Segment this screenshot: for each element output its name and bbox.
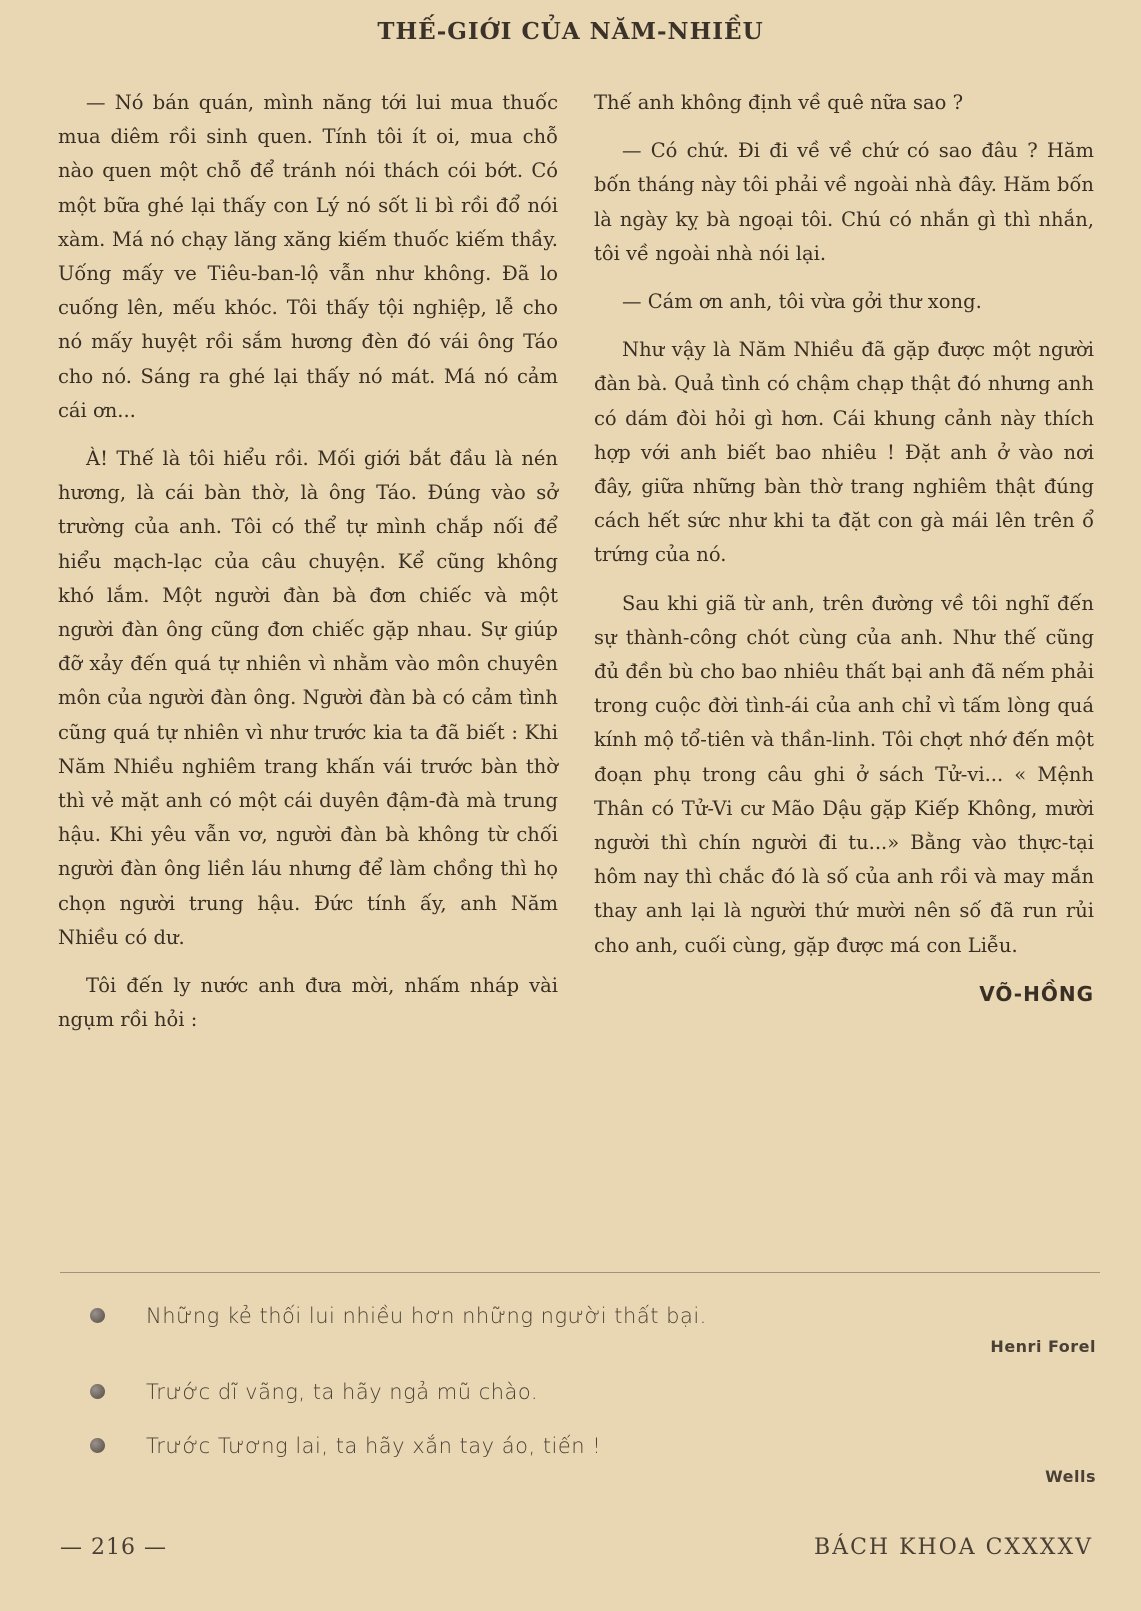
quote <box>86 1376 1096 1408</box>
bullet-icon <box>90 1438 105 1453</box>
bullet-icon <box>90 1308 105 1323</box>
quote-text: Những kẻ thối lui nhiều hơn những người thất bại. <box>146 1304 707 1328</box>
paragraph: — Có chứ. Đi đi về về chứ có sao đâu ? Hăm bốn tháng này tôi phải về ngoài nhà đây. Hăm bốn là ngày kỵ bà ngoại tôi. Chú có nhắn gì thì nhắn, tôi về ngoài nhà nói lại. <box>594 139 1094 265</box>
quote-text: Trước Tương lai, ta hãy xắn tay áo, tiến ! <box>146 1434 602 1458</box>
page-number: — 216 — <box>60 1535 167 1560</box>
paragraph: Sau khi giã từ anh, trên đường về tôi nghĩ đến sự thành-công chót cùng của anh. Như thế cũng đủ đền bù cho bao nhiêu thất bại anh đã nếm phải trong cuộc đời tình-ái của anh chỉ vì tấm lòng quá kính mộ tổ-tiên và thần-linh. Tôi chợt nhớ đến một đoạn phụ trong câu ghi ở sách Tử-vi... « Mệnh Thân có Tử-Vi cư Mão Dậu gặp Kiếp Không, mười người thì chín người đi tu...» Bằng vào thực-tại hôm nay thì chắc đó là số của anh rồi và may mắn thay anh lại là người thứ mười nên số đã run rủi cho anh, cuối cùng, gặp được má con Liễu. <box>594 591 1094 957</box>
left-column <box>58 86 558 1051</box>
quotes-section <box>86 1300 1096 1492</box>
paragraph: — Nó bán quán, mình năng tới lui mua thuốc mua diêm rồi sinh quen. Tính tôi ít oi, mua chỗ nào quen một chỗ để tránh nói thách cói bớt. Có một bữa ghé lại thấy con Lý nó sốt li bì rồi đổ nói xàm. Má nó chạy lăng xăng kiếm thuốc kiếm thầy. Uống mấy ve Tiêu-ban-lộ vẫn như không. Đã lo cuống lên, mếu khóc. Tôi thấy tội nghiệp, lễ cho nó mấy huyệt rồi sắm hương đèn đó vái ông Táo cho nó. Sáng ra ghé lại thấy nó mát. Má nó cảm cái ơn... <box>58 91 558 422</box>
quote-author: Henri Forel <box>990 1337 1096 1356</box>
right-column <box>594 86 1094 1011</box>
quote <box>86 1430 1096 1462</box>
paragraph: — Cám ơn anh, tôi vừa gởi thư xong. <box>622 290 982 314</box>
publication-title: BÁCH KHOA CXXXXV <box>814 1535 1093 1560</box>
quote-author: Wells <box>1045 1467 1096 1486</box>
bullet-icon <box>90 1384 105 1399</box>
quote <box>86 1300 1096 1332</box>
paragraph: À! Thế là tôi hiểu rồi. Mối giới bắt đầu là nén hương, là cái bàn thờ, là ông Táo. Đúng vào sở trường của anh. Tôi có thể tự mình chắp nối để hiểu mạch-lạc của câu chuyện. Kể cũng không khó lắm. Một người đàn bà đơn chiếc và một người đàn ông cũng đơn chiếc gặp nhau. Sự giúp đỡ xảy đến quá tự nhiên vì nhằm vào môn chuyên môn của người đàn ông. Người đàn bà có cảm tình cũng quá tự nhiên vì như trước kia ta đã biết : Khi Năm Nhiều nghiêm trang khấn vái trước bàn thờ thì vẻ mặt anh có một cái duyên đậm-đà mà trung hậu. Khi yêu vẫn vơ, người đàn bà không từ chối người đàn ông liền láu nhưng để làm chồng thì họ chọn người trung hậu. Đức tính ấy, anh Năm Nhiều có dư. <box>58 447 558 949</box>
paragraph: Như vậy là Năm Nhiều đã gặp được một người đàn bà. Quả tình có chậm chạp thật đó nhưng anh có dám đòi hỏi gì hơn. Cái khung cảnh này thích hợp với anh biết bao nhiêu ! Đặt anh ở vào nơi đây, giữa những bàn thờ trang nghiêm thật đúng cách hết sức như khi ta đặt con gà mái lên trên ổ trứng của nó. <box>594 338 1094 567</box>
section-divider <box>60 1272 1100 1273</box>
paragraph: Tôi đến ly nước anh đưa mời, nhấm nháp vài ngụm rồi hỏi : <box>58 974 558 1032</box>
author-signature: VÕ-HỒNG <box>979 981 1094 1006</box>
quote-text: Trước dĩ vãng, ta hãy ngả mũ chào. <box>146 1380 539 1404</box>
running-title: THẾ-GIỚI CỦA NĂM-NHIỀU <box>377 18 764 45</box>
paragraph: Thế anh không định về quê nữa sao ? <box>594 91 964 114</box>
